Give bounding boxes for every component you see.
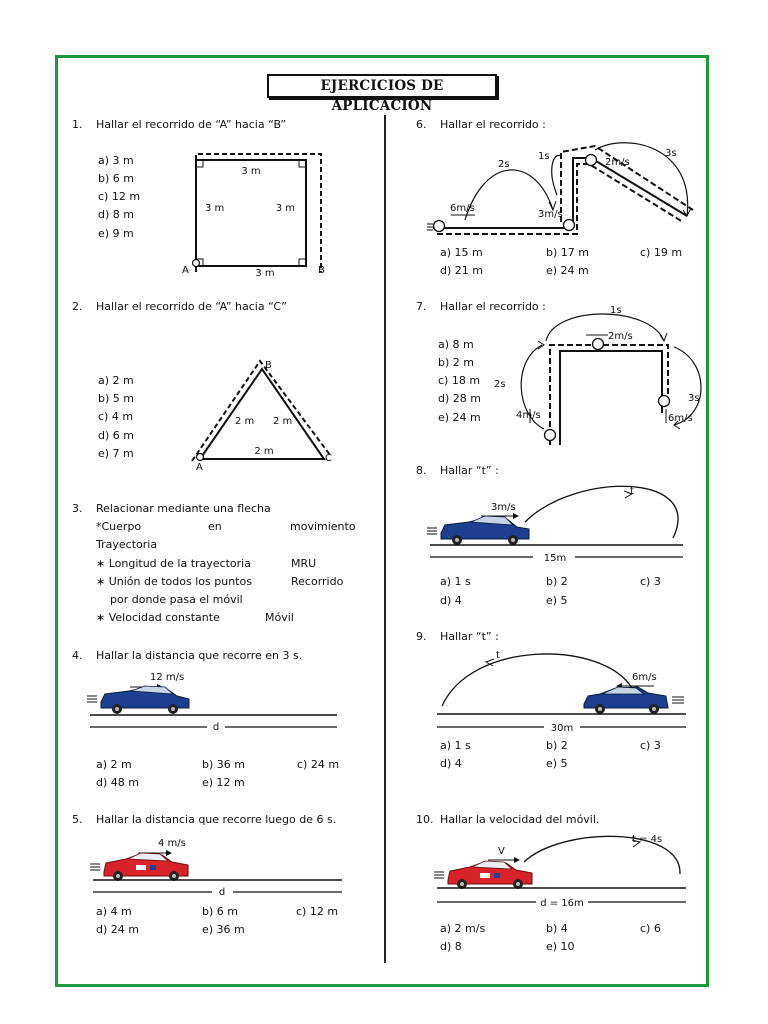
q9-text: Hallar “t” : (440, 630, 499, 643)
q2-option-c: c) 4 m (98, 410, 134, 423)
q3-head-trayectoria: Trayectoria (96, 538, 158, 551)
q7-number: 7. (416, 300, 427, 313)
q3-row1-left: ∗ Longitud de la trayectoria (96, 557, 251, 570)
q2-label-bottom: 2 m (254, 446, 274, 457)
q2-option-b: b) 5 m (98, 392, 134, 405)
q7-text: Hallar el recorrido : (440, 300, 546, 313)
q4-text: Hallar la distancia que recorre en 3 s. (96, 649, 303, 662)
q5-figure (88, 832, 348, 902)
q6-option-e: e) 24 m (546, 264, 589, 277)
q1-label-b: B (318, 265, 325, 276)
q8-option-c: c) 3 (640, 575, 661, 588)
q3-row2-right: Recorrido (291, 575, 344, 588)
q2-text: Hallar el recorrido de “A” hacia “C” (96, 300, 287, 313)
page-title: EJERCICIOS DE APLICACIÓN (267, 74, 497, 98)
q8-option-a: a) 1 s (440, 575, 471, 588)
q4-option-c: c) 24 m (297, 758, 340, 771)
q9-option-e: e) 5 (546, 757, 568, 770)
q9-option-d: d) 4 (440, 757, 462, 770)
q3-head-cuerpo: *Cuerpo (96, 520, 142, 533)
q8-blue-car (427, 516, 529, 545)
q5-speed-label: 4 m/s (158, 838, 186, 849)
q7-option-a: a) 8 m (438, 338, 474, 351)
q3-row1-right: MRU (291, 557, 317, 570)
q3-number: 3. (72, 502, 83, 515)
q3-row4-left: ∗ Velocidad constante (96, 611, 220, 624)
q4-option-d: d) 48 m (96, 776, 139, 789)
q9-option-a: a) 1 s (440, 739, 471, 752)
q3-text: Relacionar mediante una flecha (96, 502, 271, 515)
q7-option-c: c) 18 m (438, 374, 481, 387)
q10-red-car (434, 861, 532, 889)
q5-option-c: c) 12 m (296, 905, 339, 918)
q10-time-label: t = 4s (632, 834, 663, 845)
column-divider (384, 115, 386, 963)
q5-text: Hallar la distancia que recorre luego de 6 s. (96, 813, 337, 826)
q1-label-bottom: 3 m (255, 268, 275, 279)
q10-number: 10. (416, 813, 434, 826)
q6-figure (425, 140, 700, 245)
q6-time-2: 1s (538, 151, 550, 162)
q2-option-e: e) 7 m (98, 447, 134, 460)
q10-distance-label: d = 16m (540, 898, 584, 909)
q9-speed-label: 6m/s (632, 672, 657, 683)
q9-figure (432, 648, 690, 738)
q3-row4-right: Móvil (265, 611, 294, 624)
q6-speed-2: 3m/s (538, 209, 563, 220)
q5-option-e: e) 36 m (202, 923, 245, 936)
q2-label-right: 2 m (273, 416, 293, 427)
q7-option-e: e) 24 m (438, 411, 481, 424)
q9-number: 9. (416, 630, 427, 643)
q1-square-figure (175, 150, 335, 280)
q3-row2-left: ∗ Unión de todos los puntos (96, 575, 252, 588)
q1-label-left: 3 m (205, 203, 225, 214)
q5-option-a: a) 4 m (96, 905, 132, 918)
q8-number: 8. (416, 464, 427, 477)
q4-figure (85, 668, 345, 738)
q7-time-3: 3s (688, 393, 700, 404)
q10-option-d: d) 8 (440, 940, 462, 953)
q8-distance-label: 15m (543, 553, 567, 564)
q5-option-d: d) 24 m (96, 923, 139, 936)
q1-label-right: 3 m (275, 203, 295, 214)
q5-number: 5. (72, 813, 83, 826)
q8-figure (425, 482, 690, 567)
q7-figure (490, 305, 710, 455)
q4-distance-label: d (212, 722, 220, 733)
q10-option-a: a) 2 m/s (440, 922, 486, 935)
q1-label-a: A (182, 265, 189, 276)
q6-speed-3: 2m/s (605, 157, 630, 168)
q1-option-b: b) 6 m (98, 172, 134, 185)
q10-figure (432, 830, 690, 910)
q1-option-a: a) 3 m (98, 154, 134, 167)
q6-time-1: 2s (498, 159, 510, 170)
q2-label-b: B (265, 360, 272, 371)
q1-option-e: e) 9 m (98, 227, 134, 240)
q7-option-d: d) 28 m (438, 392, 481, 405)
q2-option-d: d) 6 m (98, 429, 134, 442)
q9-blue-car (584, 687, 684, 714)
q10-option-e: e) 10 (546, 940, 575, 953)
q2-label-a: A (196, 462, 203, 473)
q3-head-en: en (208, 520, 222, 533)
q6-option-b: b) 17 m (546, 246, 589, 259)
q6-option-a: a) 15 m (440, 246, 483, 259)
q1-option-d: d) 8 m (98, 208, 134, 221)
q8-text: Hallar “t” : (440, 464, 499, 477)
q9-option-c: c) 3 (640, 739, 661, 752)
q8-option-e: e) 5 (546, 594, 568, 607)
q9-option-b: b) 2 (546, 739, 568, 752)
q5-red-car (90, 853, 188, 881)
q10-option-c: c) 6 (640, 922, 661, 935)
q2-option-a: a) 2 m (98, 374, 134, 387)
q1-text: Hallar el recorrido de “A” hacia “B” (96, 118, 287, 131)
q7-time-2: 2s (494, 379, 506, 390)
q1-label-top: 3 m (241, 166, 261, 177)
q6-speed-1: 6m/s (450, 203, 475, 214)
q5-distance-label: d (218, 887, 226, 898)
q7-speed-1: 2m/s (608, 331, 633, 342)
q2-label-left: 2 m (235, 416, 255, 427)
q6-time-3: 3s (665, 148, 677, 159)
q6-option-c: c) 19 m (640, 246, 683, 259)
q2-label-c: C (325, 453, 332, 464)
q8-time-label: t (630, 486, 634, 497)
q10-text: Hallar la velocidad del móvil. (440, 813, 600, 826)
q8-option-b: b) 2 (546, 575, 568, 588)
q1-number: 1. (72, 118, 83, 131)
q4-number: 4. (72, 649, 83, 662)
q4-blue-car (87, 686, 189, 714)
q5-option-b: b) 6 m (202, 905, 238, 918)
q9-distance-label: 30m (550, 723, 574, 734)
q4-option-b: b) 36 m (202, 758, 245, 771)
q4-option-e: e) 12 m (202, 776, 245, 789)
q6-text: Hallar el recorrido : (440, 118, 546, 131)
q2-number: 2. (72, 300, 83, 313)
q4-speed-label: 12 m/s (150, 672, 185, 683)
q9-time-label: t (496, 650, 500, 661)
q7-time-1: 1s (610, 305, 622, 316)
q1-option-c: c) 12 m (98, 190, 141, 203)
q6-option-d: d) 21 m (440, 264, 483, 277)
q8-option-d: d) 4 (440, 594, 462, 607)
q10-option-b: b) 4 (546, 922, 568, 935)
q3-row3-left: por donde pasa el móvil (110, 593, 243, 606)
q7-speed-3: 6m/s (668, 413, 693, 424)
q6-number: 6. (416, 118, 427, 131)
q4-option-a: a) 2 m (96, 758, 132, 771)
q8-speed-label: 3m/s (491, 502, 516, 513)
q7-option-b: b) 2 m (438, 356, 474, 369)
q10-speed-label: V (498, 846, 505, 857)
q7-speed-2: 4m/s (516, 410, 541, 421)
q3-head-movimiento: movimiento (290, 520, 356, 533)
q2-triangle-figure (180, 355, 340, 475)
